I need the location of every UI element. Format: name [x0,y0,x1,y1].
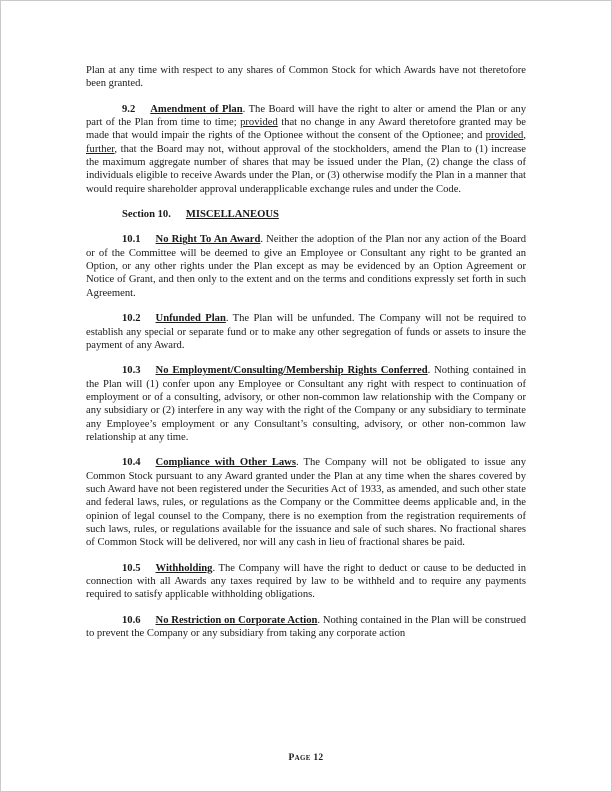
text-segment: provided [485,130,524,142]
text-segment: provided [240,117,278,129]
text-segment: . The Plan will be unfunded. The Company will not be required to establish any special or separate fund or to make any other segregation of funds or assets to insure the payment of any Award. [86,313,526,351]
text-segment: . The Company will have the right to deduct or cause to be deducted in connection with all Awards any taxes required by law to be withheld and to require any payments required to satisfy applicable withholding obligations. [86,562,526,601]
text-segment: 10.3 [122,365,141,377]
page-number-footer: Page 12 [288,753,324,764]
text-segment: 10.1 [122,234,141,246]
paragraph [86,562,526,602]
paragraph [86,614,526,641]
text-segment: 10.4 [122,457,141,469]
paragraph [86,64,526,91]
paragraph [86,312,526,352]
paragraph [86,233,526,300]
text-segment: Section 10. [122,209,171,221]
text-segment: , [523,130,526,142]
text-segment: 9.2 [122,103,136,115]
text-segment: Withholding [155,562,213,574]
text-segment: 10.6 [122,614,141,626]
text-segment: Plan at any time with respect to any shares of Common Stock for which Awards have not theretofore been granted. [86,65,526,90]
text-segment: further [86,143,115,155]
text-segment: No Employment/Consulting/Membership Rights Conferred [155,365,428,377]
text-segment: . The Company will not be obligated to issue any Common Stock pursuant to any Award granted under the Plan at any time when the shares covered by such Award have not been registered under the Securities Act of 1933, as amended, and such other state and federal laws, rules, or regulations as the Company or the Committee deems applicable and, in the opinion of legal counsel to the Company, there is no exemption from the registration requirements of such laws, rules, or regulations available for the issuance and sale of such shares. No fractional shares of Common Stock will be delivered, nor will any cash in lieu of fractional shares be paid. [86,457,526,549]
paragraph [86,364,526,444]
text-segment: 10.2 [122,313,141,325]
paragraph [86,103,526,196]
text-segment: . Neither the adoption of the Plan nor any action of the Board or of the Committee will be deemed to give an Employee or Consultant any right to be granted an Option, or any other rights under the Plan except as may be evidenced by an Option Agreement or Notice of Grant, and then only to the extent and on the terms and conditions expressly set forth in such Agreement. [86,234,526,299]
text-segment: 10.5 [122,562,141,574]
text-segment: No Right To An Award [155,234,261,246]
text-segment: . The Board will have the right to alter or amend the Plan or any part of the Plan from time to time; [86,103,526,129]
text-segment: Amendment of Plan [150,103,243,115]
text-segment: No Restriction on Corporate Action [155,614,318,626]
text-segment: Unfunded Plan [155,313,226,325]
text-segment: MISCELLANEOUS [185,209,279,221]
text-segment: Compliance with Other Laws [155,457,296,469]
paragraph [86,208,526,221]
paragraph [86,456,526,549]
document-body [86,64,526,652]
text-segment: , that the Board may not, without approval of the stockholders, amend the Plan to (1) increase the maximum aggregate number of shares that may be issued under the Plan, (2) change the class of individuals eligible to receive Awards under the Plan, or (3) otherwise modify the Plan in a manner that would require shareholder approval underapplicable exchange rules and under the Code. [86,143,526,195]
text-segment: . Nothing contained in the Plan will be construed to prevent the Company or any subsidiary from taking any corporate action [86,614,527,640]
text-segment: . Nothing contained in the Plan will (1) confer upon any Employee or Consultant any right with respect to continuation of employment or of a consulting, advisory, or other non-common law relationship with the Company or any subsidiary or (2) interfere in any way with the right of the Company or any subsidiary to terminate any Employee’s employment or any Consultant’s consulting, advisory, or other non-common law relationship at any time. [86,365,526,443]
text-segment: that no change in any Award theretofore granted may be made that would impair the rights of the Optionee without the consent of the Optionee; and [86,117,526,142]
